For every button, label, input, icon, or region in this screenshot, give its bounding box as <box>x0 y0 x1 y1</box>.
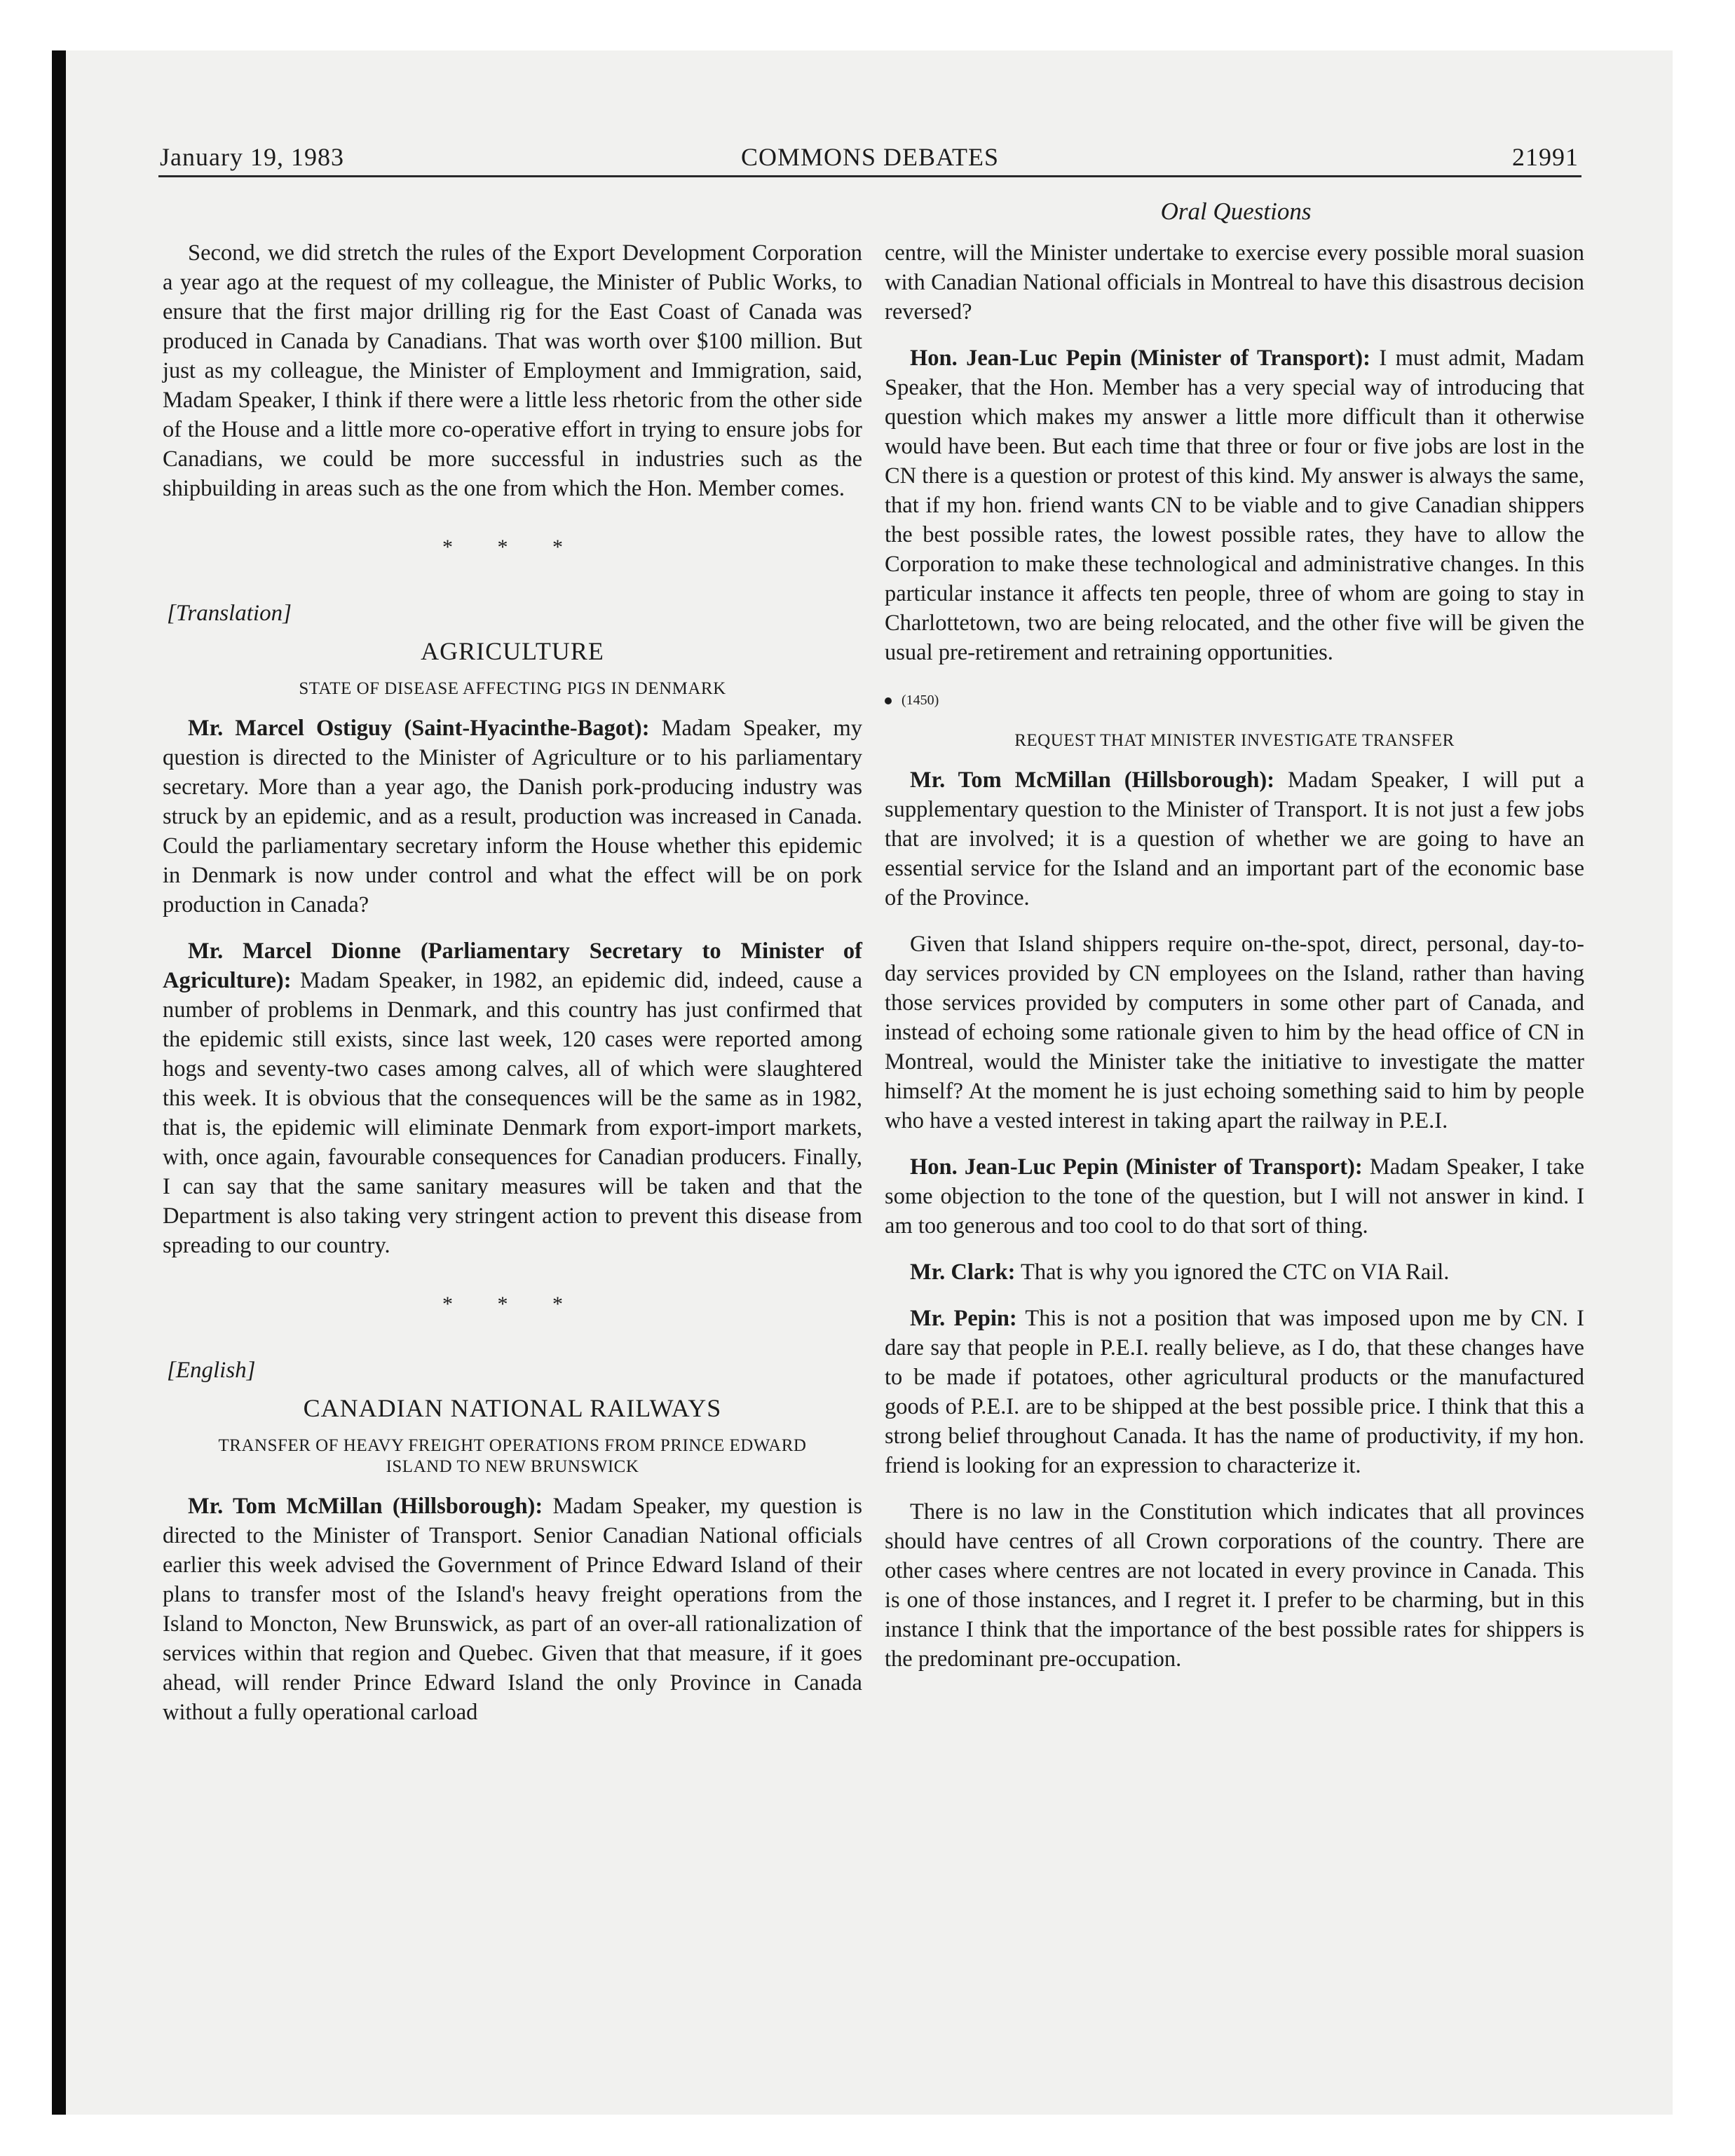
section-heading: AGRICULTURE <box>421 637 604 665</box>
subheading: REQUEST THAT MINISTER INVESTIGATE TRANSFER <box>1014 731 1455 750</box>
speech-text: Madam Speaker, my question is directed to the Minister of Transport. Senior Canadian National officials earlier this week advised the Government of Prince Edward Island of their plans to transfer most of the Island's heavy freight operations from the Island to Moncton, New Brunswick, as part of an over-all rationalization of services within that region and Quebec. Given that that measure, if it goes ahead, will render Prince Edward Island the only Province in Canada without a fully operational carload <box>163 1494 862 1725</box>
speech <box>885 1257 1584 1287</box>
paragraph: There is no law in the Constitution which indicates that all provinces should have centres of all Crown corporations of the country. There are other cases where centres are not located in every province in Canada. This is one of those instances, and I regret it. I prefer to be charming, but in this instance I think that the importance of the best possible rates for shippers is the predominant pre-occupation. <box>885 1499 1584 1672</box>
speech-text: That is why you ignored the CTC on VIA Rail. <box>1015 1260 1450 1285</box>
speaker-name: Hon. Jean-Luc Pepin (Minister of Transport): <box>910 346 1370 371</box>
running-head: Oral Questions <box>1160 198 1312 225</box>
header-page-number: 21991 <box>1512 143 1579 171</box>
speech-text: Madam Speaker, in 1982, an epidemic did, indeed, cause a number of problems in Denmark, and this country has just confirmed that the epidemic still exists, since last week, 120 cases were reported among hogs and seventy-two cases among calves, all of which were slaughtered this week. It is obvious that the consequences will be the same as in 1982, that is, the epidemic will eliminate Denmark from export-import markets, with, once again, favourable consequences for Canadian producers. Finally, I can say that the same sanitary measures will be taken and that the Department is also taking very stringent action to prevent this disease from spreading to our country. <box>163 968 862 1258</box>
section-heading: CANADIAN NATIONAL RAILWAYS <box>303 1394 722 1422</box>
subheading: STATE OF DISEASE AFFECTING PIGS IN DENMARK <box>299 679 726 698</box>
speaker-name: Mr. Clark: <box>910 1260 1016 1285</box>
speech-text: This is not a position that was imposed upon me by CN. I dare say that people in P.E.I. really believe, as I do, that these changes have to be made if potatoes, other agricultural products or the manufactured goods of P.E.I. are to be shipped at the best possible price. I think that this a strong belief throughout Canada. It has the name of productivity, if my hon. friend is looking for an expression to characterize it. <box>885 1306 1584 1478</box>
speech-text: Madam Speaker, I will put a supplementary question to the Minister of Transport. It is not just a few jobs that are involved; it is a question of whether we are going to have an essential service for the Island and an important part of the economic base of the Province. <box>885 767 1584 910</box>
page-header <box>158 140 1581 177</box>
paragraph: Given that Island shippers require on-the-spot, direct, personal, day-to-day services provided by CN employees on the Island, rather than having those services provided by computers in some other part of Canada, and instead of echoing some rationale given to him by the head office of CN in Montreal, would the Minister take the initiative to investigate the matter himself? At the moment he is just echoing something said to him by people who have a vested interest in taking apart the railway in P.E.I. <box>885 932 1584 1133</box>
speaker-name: Mr. Marcel Ostiguy (Saint-Hyacinthe-Bagot): <box>188 716 650 741</box>
header-date: January 19, 1983 <box>160 143 344 171</box>
paragraph: centre, will the Minister undertake to exercise every possible moral suasion with Canadian National officials in Montreal to have this disastrous decision reversed? <box>885 240 1584 325</box>
speech-text: Madam Speaker, I take some objection to the tone of the question, but I will not answer in kind. I am too generous and too cool to do that sort of thing. <box>885 1154 1584 1239</box>
speech <box>885 1152 1584 1241</box>
speaker-name: Mr. Marcel Dionne (Parliamentary Secretary to Minister of Agriculture): <box>163 939 862 993</box>
header-title: COMMONS DEBATES <box>740 143 1000 171</box>
section-separator: * * * <box>442 535 583 559</box>
speech <box>885 765 1584 913</box>
speech <box>885 343 1584 667</box>
speaker-name: Hon. Jean-Luc Pepin (Minister of Transport): <box>910 1154 1363 1180</box>
paragraph: Second, we did stretch the rules of the Export Development Corporation a year ago at the request of my colleague, the Minister of Public Works, to ensure that the first major drilling rig for the East Coast of Canada was produced in Canada by Canadians. That was worth over $100 million. But just as my colleague, the Minister of Employment and Immigration, said, Madam Speaker, I think if there were a little less rhetoric from the other side of the House and a little more co-operative effort in trying to ensure jobs for Canadians, we could be more successful in industries such as the shipbuilding in areas such as the one from which the Hon. Member comes. <box>163 240 862 501</box>
language-note: [English] <box>167 1358 256 1383</box>
scan-edge <box>52 50 66 2115</box>
speaker-name: Mr. Pepin: <box>910 1306 1017 1331</box>
time-marker <box>885 685 1584 715</box>
language-note: [Translation] <box>167 601 292 626</box>
section-separator: * * * <box>442 1292 583 1316</box>
bullet-icon <box>885 697 892 704</box>
right-column <box>885 238 1584 1686</box>
speech <box>163 936 862 1260</box>
time-marker-text: (1450) <box>901 692 939 708</box>
speech <box>885 1304 1584 1480</box>
speech <box>163 714 862 920</box>
speaker-name: Mr. Tom McMillan (Hillsborough): <box>910 767 1275 793</box>
speech-text: Madam Speaker, my question is directed to the Minister of Agriculture or to his parliamentary secretary. More than a year ago, the Danish pork-producing industry was struck by an epidemic, and as a result, production was increased in Canada. Could the parliamentary secretary inform the House whether this epidemic in Denmark is now under control and what the effect will be on pork production in Canada? <box>163 716 862 917</box>
subheading: TRANSFER OF HEAVY FREIGHT OPERATIONS FROM PRINCE EDWARD ISLAND TO NEW BRUNSWICK <box>218 1436 807 1476</box>
left-column <box>163 238 862 1740</box>
speech <box>163 1492 862 1727</box>
speaker-name: Mr. Tom McMillan (Hillsborough): <box>188 1494 543 1519</box>
speech-text: I must admit, Madam Speaker, that the Hon. Member has a very special way of introducing that question which makes my answer a little more difficult than it otherwise would have been. But each time that three or four or five jobs are lost in the CN there is a question or protest of this kind. My answer is always the same, that if my hon. friend wants CN to be viable and to give Canadian shippers the best possible rates, the lowest possible rates, they have to allow the Corporation to make these technological and administrative changes. In this particular instance it affects ten people, three of whom are going to stay in Charlottetown, two are being relocated, and the other five will be given the usual pre-retirement and retraining opportunities. <box>885 346 1584 665</box>
